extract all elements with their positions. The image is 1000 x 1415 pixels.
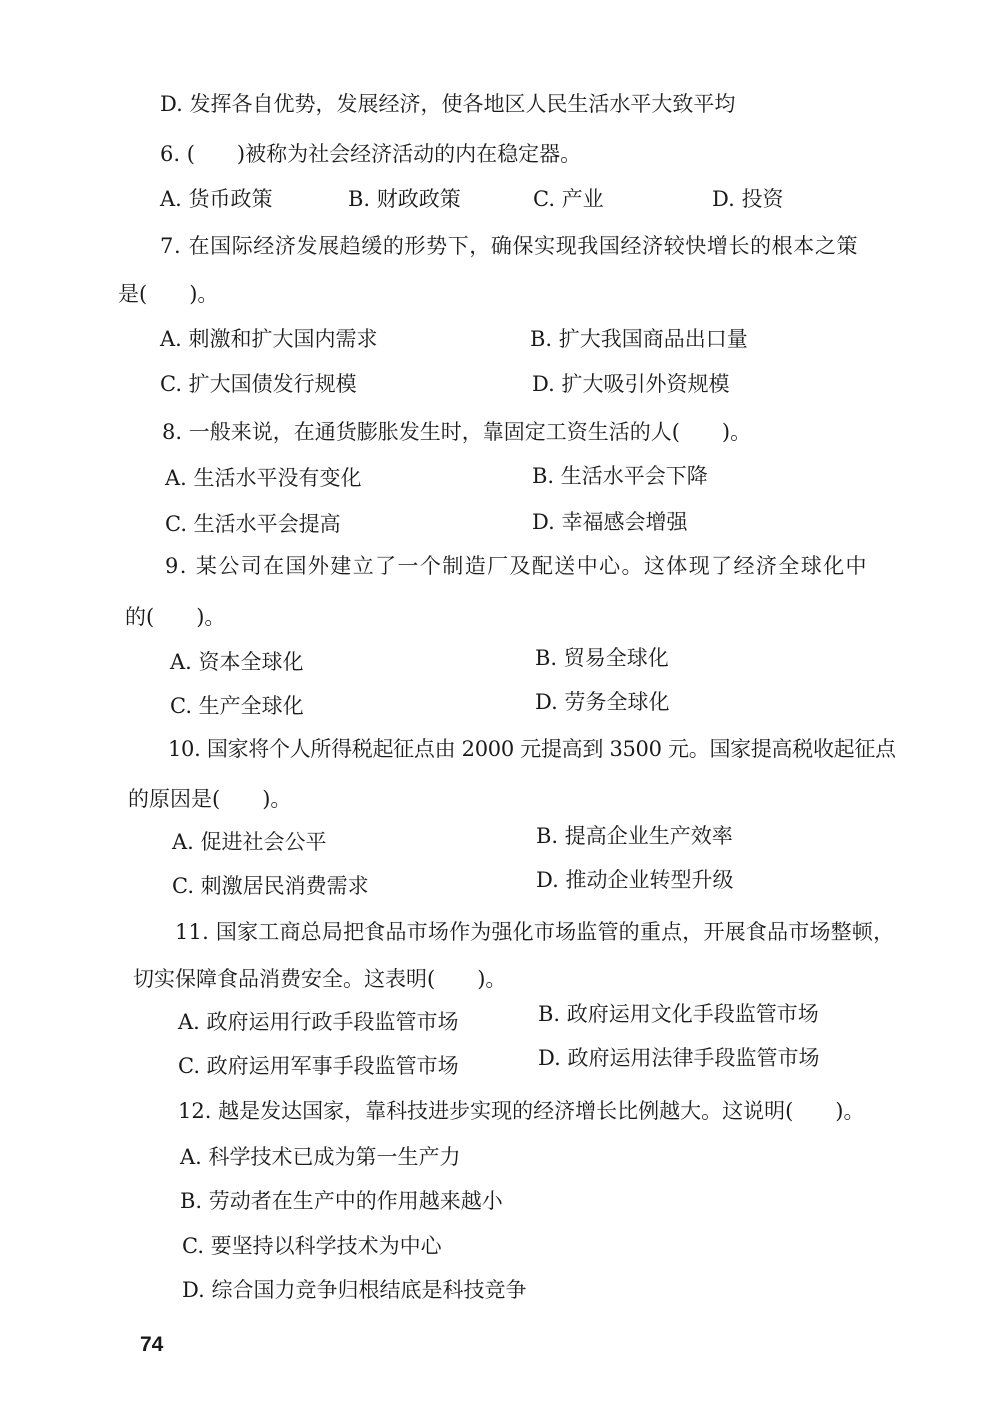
q11-option-c: C. 政府运用军事手段监管市场 (178, 1054, 459, 1078)
q12-option-d: D. 综合国力竞争归根结底是科技竞争 (182, 1278, 527, 1302)
q10-option-c: C. 刺激居民消费需求 (172, 874, 369, 898)
q10-option-a: A. 促进社会公平 (172, 830, 327, 854)
q9-option-a: A. 资本全球化 (170, 650, 304, 674)
q9-option-c: C. 生产全球化 (170, 694, 304, 718)
q7-option-b: B. 扩大我国商品出口量 (530, 327, 748, 351)
q7-stem-line1: 7. 在国际经济发展趋缓的形势下，确保实现我国经济较快增长的根本之策 (160, 234, 859, 258)
q8-option-d: D. 幸福感会增强 (532, 510, 688, 534)
q12-option-b: B. 劳动者在生产中的作用越来越小 (180, 1189, 503, 1213)
q11-stem-line2: 切实保障食品消费安全。这表明( )。 (133, 967, 507, 991)
q7-option-a: A. 刺激和扩大国内需求 (160, 327, 378, 351)
q11-option-d: D. 政府运用法律手段监管市场 (538, 1046, 820, 1070)
q8-option-b: B. 生活水平会下降 (532, 464, 708, 488)
q7-stem-line2: 是( )。 (118, 282, 219, 306)
q12-option-a: A. 科学技术已成为第一生产力 (180, 1145, 461, 1169)
q6-option-d: D. 投资 (712, 187, 784, 211)
q9-stem-line1: 9. 某公司在国外建立了一个制造厂及配送中心。这体现了经济全球化中 (165, 554, 868, 578)
page-number: 74 (140, 1333, 164, 1356)
q7-option-c: C. 扩大国债发行规模 (160, 372, 357, 396)
q11-option-b: B. 政府运用文化手段监管市场 (538, 1002, 819, 1026)
q8-option-a: A. 生活水平没有变化 (165, 466, 362, 490)
q10-option-b: B. 提高企业生产效率 (536, 824, 733, 848)
q9-option-b: B. 贸易全球化 (535, 646, 669, 670)
q10-stem-line2: 的原因是( )。 (128, 787, 292, 811)
q7-option-d: D. 扩大吸引外资规模 (532, 372, 730, 396)
q6-option-b: B. 财政政策 (348, 187, 461, 211)
q11-stem-line1: 11. 国家工商总局把食品市场作为强化市场监管的重点，开展食品市场整顿， (175, 920, 895, 944)
q6-stem: 6. ( )被称为社会经济活动的内在稳定器。 (160, 142, 582, 166)
q11-option-a: A. 政府运用行政手段监管市场 (178, 1010, 459, 1034)
q12-option-c: C. 要坚持以科学技术为中心 (182, 1234, 442, 1258)
q12-stem: 12. 越是发达国家，靠科技进步实现的经济增长比例越大。这说明( )。 (178, 1099, 865, 1123)
q10-option-d: D. 推动企业转型升级 (536, 868, 734, 892)
q10-stem-line1: 10. 国家将个人所得税起征点由 2000 元提高到 3500 元。国家提高税收起征点 (168, 737, 896, 761)
q6-option-c: C. 产业 (533, 187, 604, 211)
q5-option-d: D. 发挥各自优势，发展经济，使各地区人民生活水平大致平均 (160, 92, 736, 116)
q9-option-d: D. 劳务全球化 (535, 690, 670, 714)
q9-stem-line2: 的( )。 (125, 605, 226, 629)
q8-stem: 8. 一般来说，在通货膨胀发生时，靠固定工资生活的人( )。 (162, 420, 752, 444)
q6-option-a: A. 货币政策 (160, 187, 273, 211)
q8-option-c: C. 生活水平会提高 (165, 512, 341, 536)
